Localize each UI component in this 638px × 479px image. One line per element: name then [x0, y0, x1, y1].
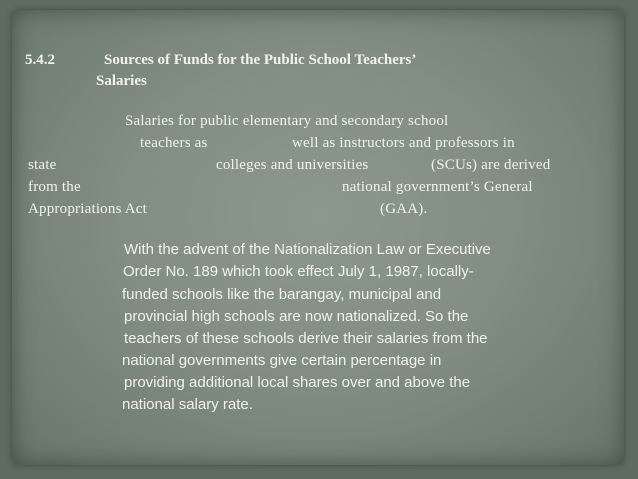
paragraph2-line3: funded schools like the barangay, municipal and: [122, 286, 442, 303]
section-number: 5.4.2: [25, 52, 55, 68]
paragraph1-line2a: teachers as: [140, 135, 208, 151]
paragraph1-line3b: colleges and universities: [216, 157, 369, 173]
section-title-line1: Sources of Funds for the Public School Teachers’: [104, 52, 417, 68]
paragraph2-line4: provincial high schools are now nationalized. So the: [124, 308, 469, 325]
paragraph1-line3a: state: [28, 157, 57, 173]
paragraph2-line8: national salary rate.: [122, 396, 253, 413]
paragraph1-line5b: (GAA).: [380, 201, 428, 217]
paragraph1-line5a: Appropriations Act: [28, 201, 148, 217]
paragraph1-line2b: well as instructors and professors in: [292, 135, 515, 151]
paragraph2-line7: providing additional local shares over and above the: [124, 374, 471, 391]
paragraph2-line6: national governments give certain percentage in: [122, 352, 442, 369]
paragraph2-line5: teachers of these schools derive their salaries from the: [124, 330, 488, 347]
paragraph1-line4a: from the: [28, 179, 81, 195]
paragraph2-line1: With the advent of the Nationalization Law or Executive: [124, 241, 491, 258]
paragraph1-line3c: (SCUs) are derived: [431, 157, 551, 173]
paragraph2-line2: Order No. 189 which took effect July 1, 1987, locally-: [123, 263, 474, 280]
section-title-line2: Salaries: [96, 73, 147, 89]
paragraph1-line4b: national government’s General: [342, 179, 533, 195]
paragraph1-line1: Salaries for public elementary and secondary school: [125, 113, 449, 129]
